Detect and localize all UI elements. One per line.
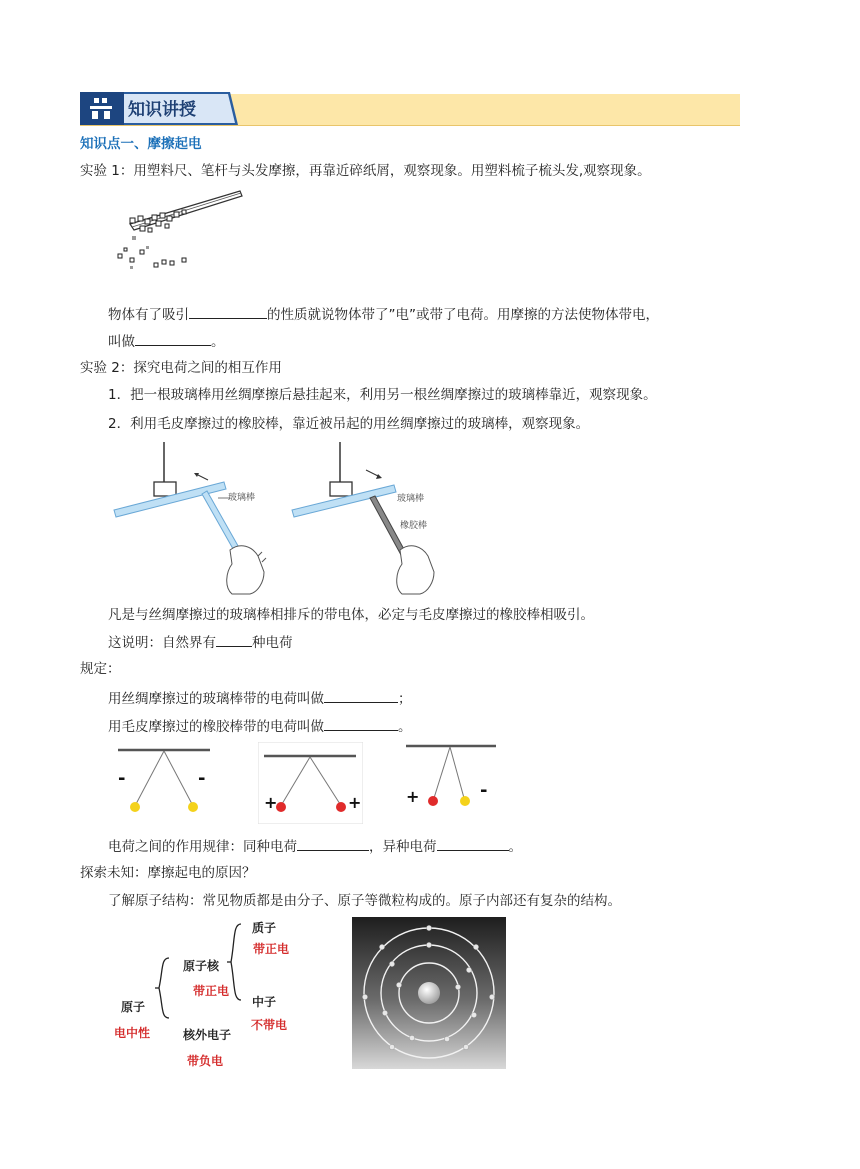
proton-label: 质子 [252,921,277,935]
rule-title: 规定： [80,661,121,677]
neutron-label: 中子 [252,995,277,1009]
pendulum-attract [398,736,503,824]
pendulum-repel-positive [258,742,363,824]
exp1-text: 实验 1：用塑料尺、笔杆与头发摩擦，再靠近碎纸屑，观察现象。用塑料梳子梳头发,观察现象。 [80,163,651,179]
answer-blank[interactable] [297,836,369,851]
charge-sign: + [348,793,362,812]
answer-blank[interactable] [324,716,398,731]
banner-title: 知识讲授 [128,100,196,120]
proton-charge: 带正电 [253,942,290,956]
atom-charge: 电中性 [114,1026,151,1040]
answer-blank[interactable] [324,688,398,703]
section-title: 知识点一、摩擦起电 [80,136,202,152]
electron-label: 核外电子 [183,1028,232,1042]
answer-blank[interactable] [437,836,509,851]
answer-blank[interactable] [189,304,267,319]
charge-sign: - [118,768,126,789]
label-glass-rod-2: 玻璃棒 [397,494,425,504]
atom-model-image [352,917,506,1069]
rule-law: 电荷之间的作用规律：同种电荷 ，异种电荷 。 [108,836,522,857]
nucleus-charge: 带正电 [193,984,230,998]
electron-charge: 带负电 [187,1054,224,1068]
exp2-step1: 1．把一根玻璃棒用丝绸摩擦后悬挂起来，利用另一根丝绸摩擦过的玻璃棒靠近，观察现象。 [108,387,657,403]
rule-line1: 用丝绸摩擦过的玻璃棒带的电荷叫做 ； [108,688,412,709]
label-rubber-rod: 橡胶棒 [400,521,428,531]
explore-title: 探索未知：摩擦起电的原因？ [80,865,256,881]
pendulum-repel-negative [112,742,217,824]
answer-blank[interactable] [216,632,252,647]
exp1-desc-line1: 物体有了吸引 的性质就说物体带了”电”或带了电荷。用摩擦的方法使物体带电， [108,304,659,325]
exp2-explain: 这说明：自然界有 种电荷 [108,632,293,653]
nucleus-label: 原子核 [183,959,220,973]
glass-glass-figure [112,442,272,597]
charge-sign: + [264,793,278,812]
charge-sign: - [198,768,206,789]
label-glass-rod: 玻璃棒 [228,493,256,503]
answer-blank[interactable] [135,331,211,346]
rule-line2: 用毛皮摩擦过的橡胶棒带的电荷叫做 。 [108,716,412,737]
atom-label: 原子 [121,1000,146,1014]
exp2-step2: 2．利用毛皮摩擦过的橡胶棒，靠近被吊起的用丝绸摩擦过的玻璃棒，观察现象。 [108,416,590,432]
neutron-charge: 不带电 [251,1018,288,1032]
exp1-desc-line2: 叫做 。 [108,331,225,352]
pen-paper-figure [110,188,245,273]
charge-sign: - [480,780,488,801]
exp2-title: 实验 2：探究电荷之间的相互作用 [80,360,282,376]
charge-sign: + [406,787,420,806]
exp2-conclusion: 凡是与丝绸摩擦过的玻璃棒相排斥的带电体，必定与毛皮摩擦过的橡胶棒相吸引。 [108,607,594,623]
atom-intro: 了解原子结构：常见物质都是由分子、原子等微粒构成的。原子内部还有复杂的结构。 [108,893,621,909]
